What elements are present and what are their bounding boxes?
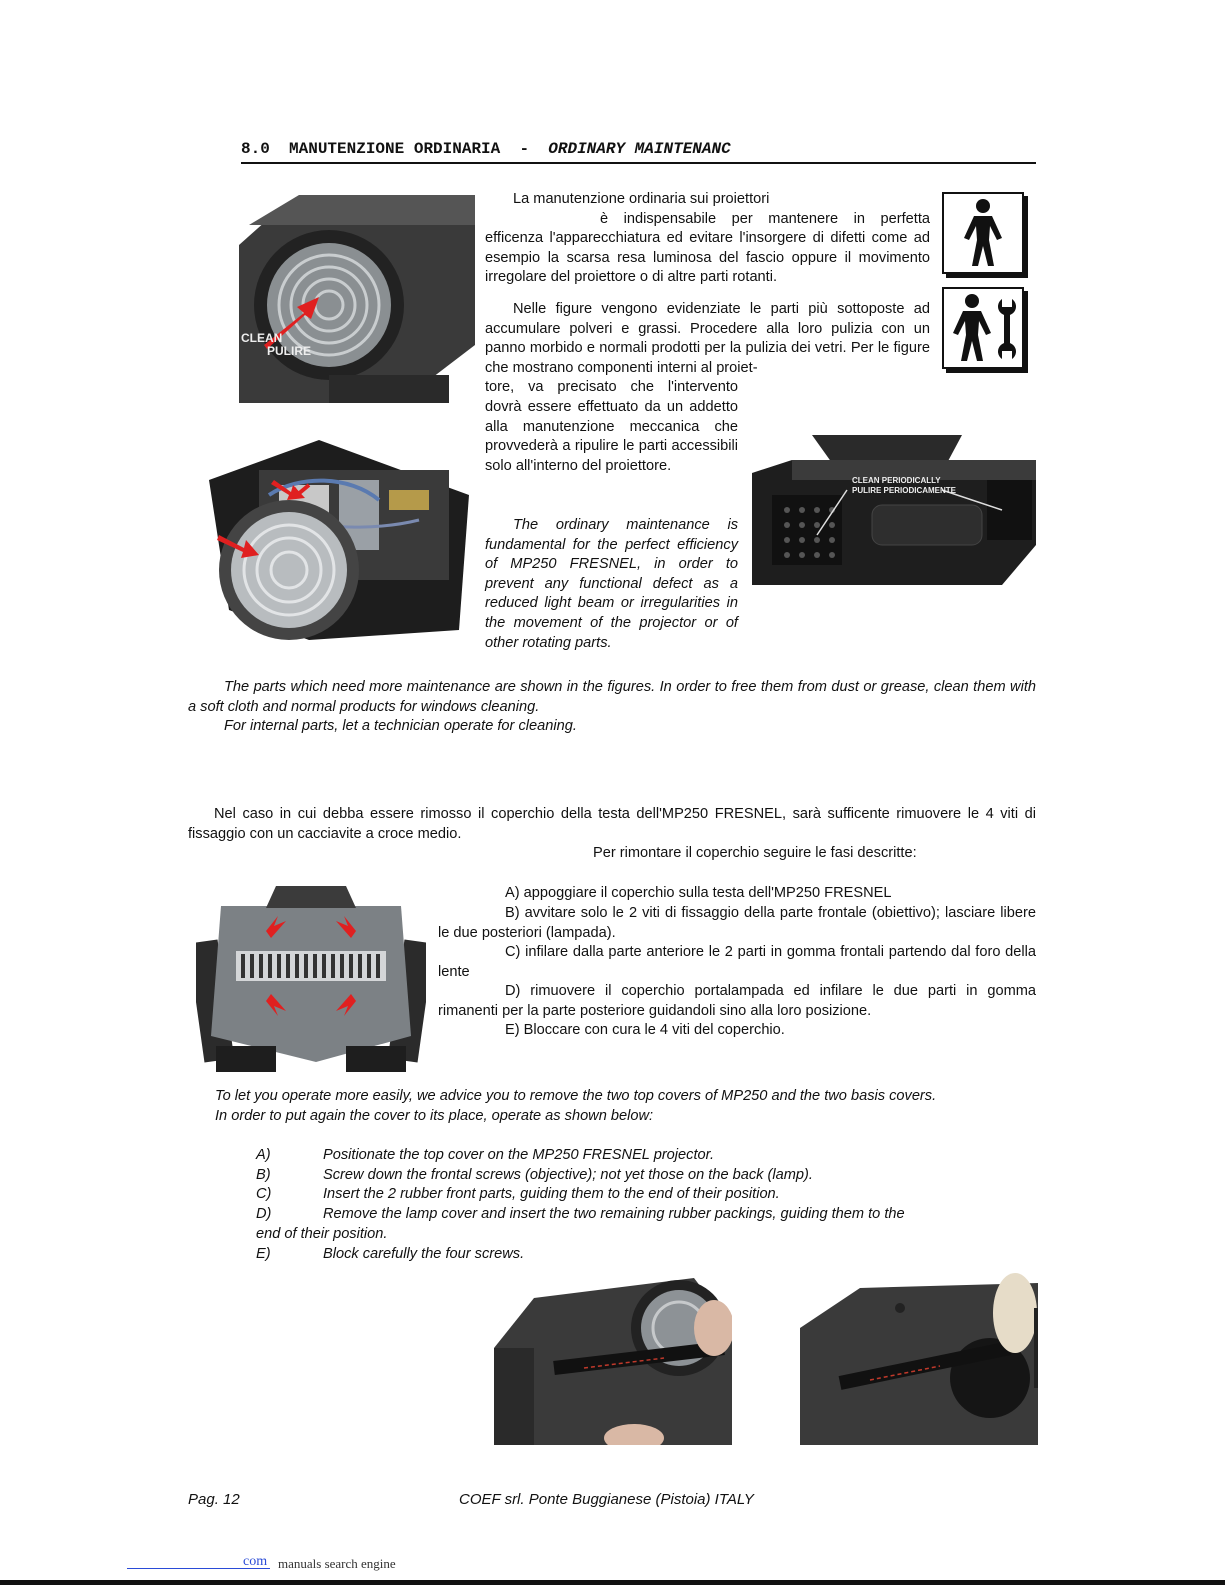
en-step-text: Positionate the top cover on the MP250 FRESNEL projector. [323,1147,715,1163]
heading-number: 8.0 [241,140,270,158]
photo-label-pulire: PULIRE [267,344,312,358]
en-step-key: D) [256,1206,272,1222]
cover-step-c: C) infilare dalla parte anteriore le 2 parti in gomma frontali partendo dal foro della lente [438,944,1036,980]
en-step-row [256,1186,780,1202]
en-step-row [256,1206,905,1222]
cover-step-d: D) rimuovere il coperchio portalampada ed infilare le due parti in gomma rimanenti per la parte posteriore guidandoli sino alla loro posizione. [438,983,1036,1019]
en-step-row [256,1167,813,1183]
en-step-key: B) [256,1167,271,1183]
footer-engine-text: manuals search engine [278,1556,396,1571]
en-step-row [256,1147,714,1163]
it-intro-p1: è indispensabile per mantenere in perfetta efficenza l'apparecchiatura ed evitare l'insorgere di difetti come ad esempio la scarsa resa luminosa del fascio oppure il movimento irregolare del proiettore o di altre parti rotanti. [485,210,930,286]
cover-step-a: A) appoggiare il coperchio sulla testa dell'MP250 FRESNEL [505,885,892,901]
footer-company: COEF srl. Ponte Buggianese (Pistoia) ITALY [459,1491,754,1508]
en-cover-line2: In order to put again the cover to its place, operate as shown below: [215,1108,654,1124]
photo-cover-screws [196,886,426,1072]
heading-separator: - [519,140,530,158]
it-intro-p2-narrow: tore, va precisato che l'intervento dovrà essere effettuato da un addetto alla manutenzione meccanica che provvederà a ripulire le parti accessibili solo all'interno del proiettore. [485,379,738,474]
en-cover-line1: To let you operate more easily, we advice you to remove the two top covers of MP250 and the two basis covers. [215,1088,937,1104]
photo-label-pulire-periodicamente: PULIRE PERIODICAMENTE [852,486,957,495]
it-intro-p2: Nelle figure vengono evidenziate le parti più sottoposte ad accumulare polveri e grassi. Procedere alla loro pulizia con un panno morbido e normali prodotti per la pulizia dei vetri. Per le figure che mostrano componenti interni al proiet- [485,301,930,376]
photo-label-clean-periodically: CLEAN PERIODICALLY [852,476,941,485]
en-step-key: E) [256,1246,271,1262]
photo-base-vents [752,435,1036,590]
en-step-text: Remove the lamp cover and insert the two remaining rubber packings, guiding them to the [323,1206,905,1222]
photo-label-clean: CLEAN [241,331,283,345]
cover-step-b: B) avvitare solo le 2 viti di fissaggio della parte frontale (obiettivo); lasciare libere le due posteriori (lampada). [438,905,1036,941]
footer-link[interactable]: com [243,1554,268,1569]
en-step-text: Insert the 2 rubber front parts, guiding them to the end of their position. [323,1186,780,1202]
heading-title-it: MANUTENZIONE ORDINARIA [289,140,501,158]
en-step-text: Screw down the frontal screws (objective); not yet those on the back (lamp). [323,1167,813,1183]
cover-intro: Nel caso in cui debba essere rimosso il coperchio della testa dell'MP250 FRESNEL, sarà sufficente rimuovere le 4 viti di fissaggio con un cacciavite a croce medio. [188,806,1036,842]
cover-steps-title: Per rimontare il coperchio seguire le fasi descritte: [593,845,917,861]
en-step-key: C) [256,1186,272,1202]
en-step-row [256,1226,387,1242]
bottom-border [0,1580,1225,1585]
footer-page: Pag. 12 [188,1491,240,1508]
technician-wrench-icon [942,287,1024,369]
photo-rubber-insert-1 [494,1268,732,1445]
cover-step-e: E) Bloccare con cura le 4 viti del coperchio. [505,1022,785,1038]
en-step-key: A) [256,1147,271,1163]
person-icon [942,192,1024,274]
heading-title-en: ORDINARY MAINTENANC [548,140,731,158]
en-step-text: end of their position. [256,1226,388,1242]
photo-internal-parts [209,440,475,640]
photo-rubber-insert-2 [800,1268,1038,1445]
it-intro-line1: La manutenzione ordinaria sui proiettori [513,191,770,207]
en-step-text: Block carefully the four screws. [323,1246,525,1262]
en-intro-p1: The ordinary maintenance is fundamental for the perfect efficiency of MP250 FRESNEL, in order to prevent any functional defect as a reduced light beam or irregularities in the movement of the projector or of other rotating parts. [485,517,738,651]
section-heading [241,140,1036,164]
photo-lens-clean [239,185,475,403]
en-step-row [256,1246,524,1262]
en-intro-p3: For internal parts, let a technician operate for cleaning. [224,718,577,734]
en-intro-p2: The parts which need more maintenance are shown in the figures. In order to free them from dust or grease, clean them with a soft cloth and normal products for windows cleaning. [188,679,1036,715]
